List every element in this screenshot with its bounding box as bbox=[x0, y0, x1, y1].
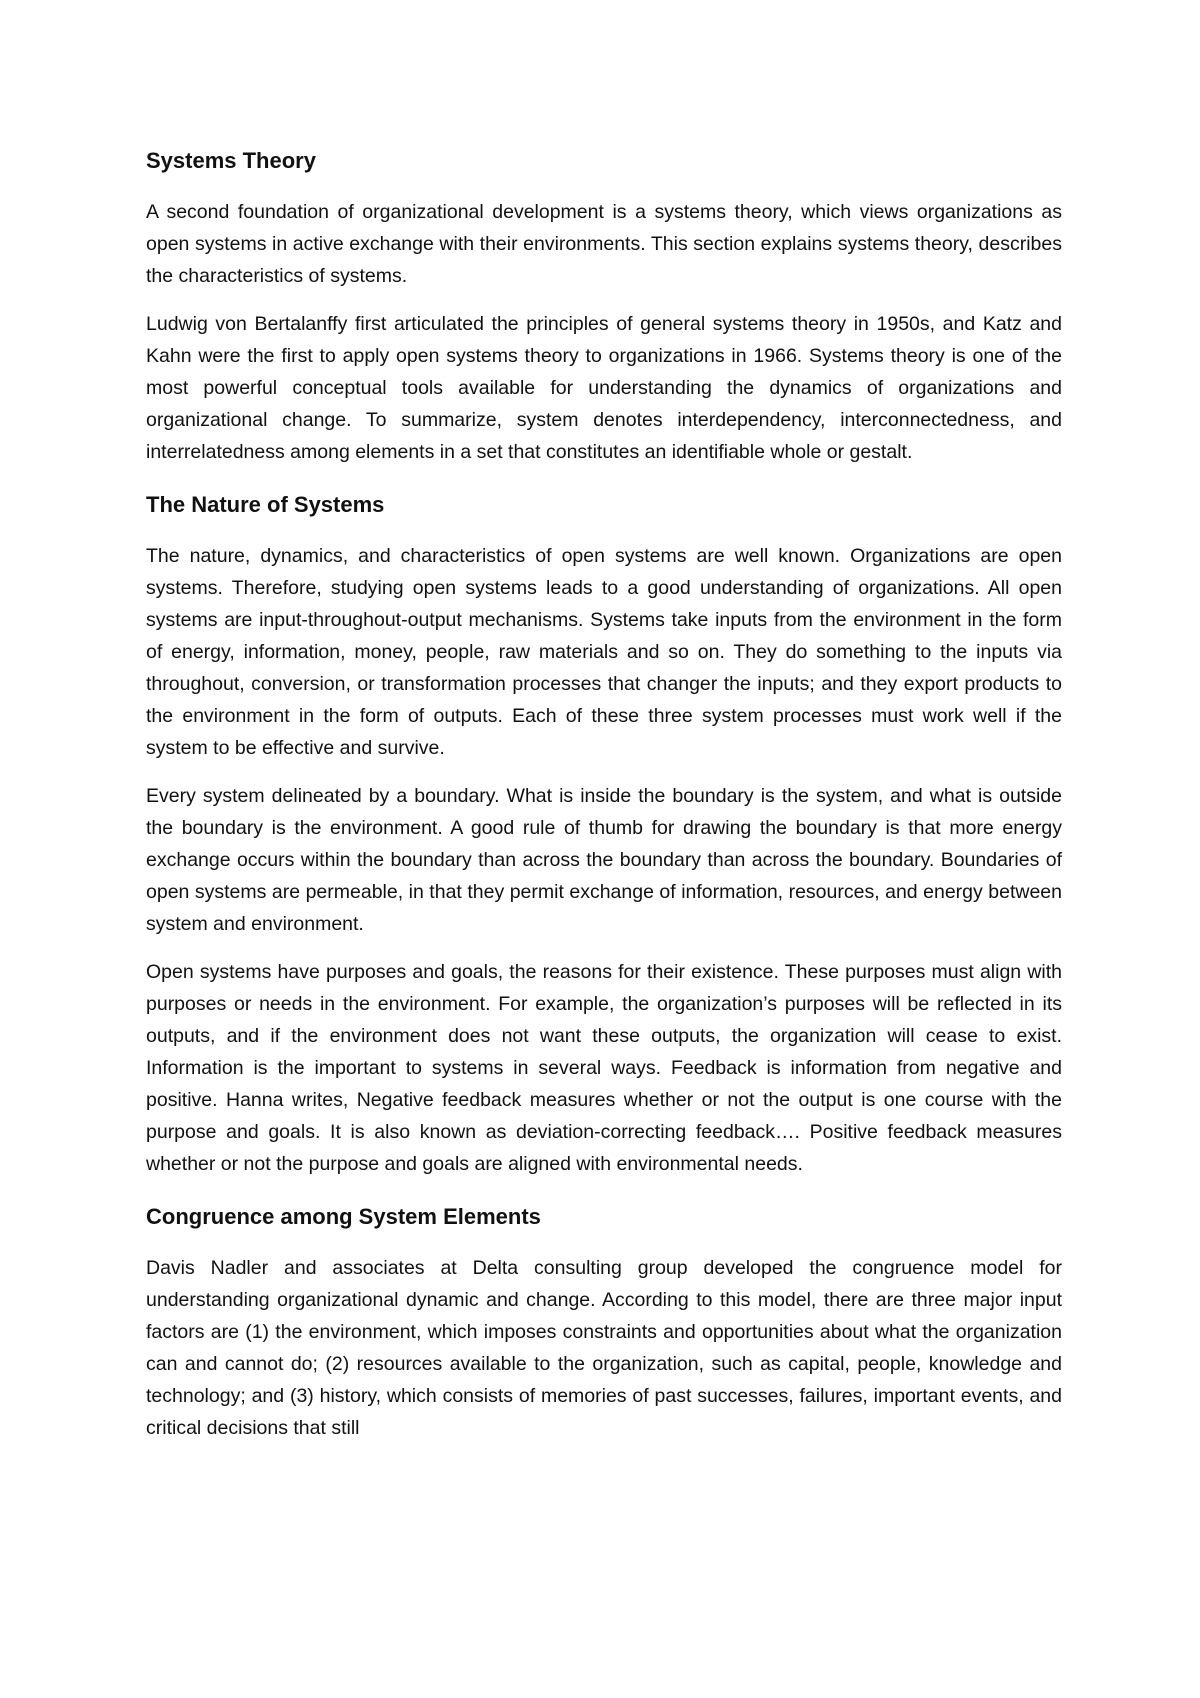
section-congruence bbox=[146, 1202, 1062, 1444]
section-heading: Congruence among System Elements bbox=[146, 1204, 541, 1229]
paragraph: Ludwig von Bertalanffy first articulated the principles of general systems theory in 1950s, and Katz and Kahn were the first to apply open systems theory to organizations in 1966. Systems theory is one of the most powerful conceptual tools available for understanding the dynamics of organizations and organizational change. To summarize, system denotes interdependency, interconnectedness, and interrelatedness among elements in a set that constitutes an identifiable whole or gestalt. bbox=[146, 313, 1062, 463]
paragraph: The nature, dynamics, and characteristics of open systems are well known. Organizations are open systems. Therefore, studying open systems leads to a good understanding of organizations. All open systems are input-throughout-output mechanisms. Systems take inputs from the environment in the form of energy, information, money, people, raw materials and so on. They do something to the inputs via throughout, conversion, or transformation processes that changer the inputs; and they export products to the environment in the form of outputs. Each of these three system processes must work well if the system to be effective and survive. bbox=[146, 545, 1062, 759]
paragraph: Open systems have purposes and goals, the reasons for their existence. These purposes must align with purposes or needs in the environment. For example, the organization’s purposes will be reflected in its outputs, and if the environment does not want these outputs, the organization will cease to exist. Information is the important to systems in several ways. Feedback is information from negative and positive. Hanna writes, Negative feedback measures whether or not the output is one course with the purpose and goals. It is also known as deviation-correcting feedback…. Positive feedback measures whether or not the purpose and goals are aligned with environmental needs. bbox=[146, 961, 1062, 1175]
section-heading: Systems Theory bbox=[146, 148, 316, 173]
section-heading: The Nature of Systems bbox=[146, 492, 385, 517]
document-page bbox=[146, 146, 1062, 1460]
paragraph: A second foundation of organizational development is a systems theory, which views organizations as open systems in active exchange with their environments. This section explains systems theory, describes the characteristics of systems. bbox=[146, 201, 1062, 287]
section-systems-theory bbox=[146, 146, 1062, 468]
paragraph: Every system delineated by a boundary. What is inside the boundary is the system, and what is outside the boundary is the environment. A good rule of thumb for drawing the boundary is that more energy exchange occurs within the boundary than across the boundary than across the boundary. Boundaries of open systems are permeable, in that they permit exchange of information, resources, and energy between system and environment. bbox=[146, 785, 1062, 935]
section-nature-of-systems bbox=[146, 490, 1062, 1180]
paragraph: Davis Nadler and associates at Delta consulting group developed the congruence model for understanding organizational dynamic and change. According to this model, there are three major input factors are (1) the environment, which imposes constraints and opportunities about what the organization can and cannot do; (2) resources available to the organization, such as capital, people, knowledge and technology; and (3) history, which consists of memories of past successes, failures, important events, and critical decisions that still bbox=[146, 1257, 1062, 1439]
